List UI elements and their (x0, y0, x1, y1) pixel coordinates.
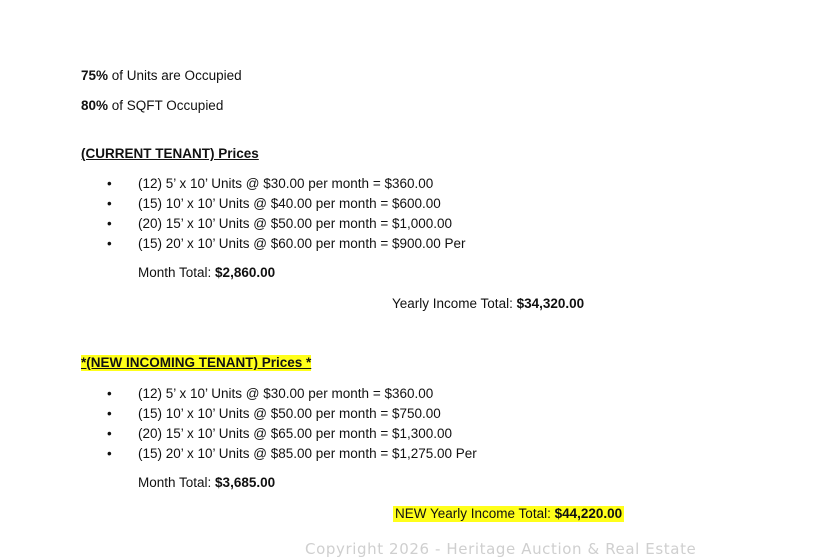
price-item-text: (20) 15’ x 10’ Units @ $50.00 per month = $1,000.00 (138, 216, 453, 231)
bullet-icon: • (107, 426, 112, 441)
units-occupied-percent: 75% (81, 68, 109, 83)
month-total-value: $3,685.00 (215, 475, 276, 490)
units-occupied-text: of Units are Occupied (108, 68, 242, 83)
month-total-value: $2,860.00 (215, 265, 276, 280)
price-item-text: (20) 15’ x 10’ Units @ $65.00 per month = $1,300.00 (138, 426, 453, 441)
current-tenant-heading: (CURRENT TENANT) Prices (81, 146, 259, 161)
sqft-occupied-line (81, 98, 223, 114)
bullet-icon: • (107, 196, 112, 211)
yearly-total-label: NEW Yearly Income Total: (395, 506, 555, 521)
price-item-text: (15) 10’ x 10’ Units @ $40.00 per month = $600.00 (138, 196, 441, 211)
current-yearly-total (392, 296, 584, 312)
yearly-total-value: $44,220.00 (554, 506, 623, 521)
month-total-label: Month Total: (138, 265, 216, 280)
month-total-label: Month Total: (138, 475, 216, 490)
sqft-occupied-percent: 80% (81, 98, 109, 113)
sqft-occupied-text: of SQFT Occupied (108, 98, 224, 113)
bullet-icon: • (107, 406, 112, 421)
bullet-icon: • (107, 446, 112, 461)
bullet-icon: • (107, 176, 112, 191)
yearly-total-label: Yearly Income Total: (392, 296, 517, 311)
price-item-text: (15) 20’ x 10’ Units @ $60.00 per month = $900.00 Per (138, 236, 466, 251)
price-item-text: (15) 20’ x 10’ Units @ $85.00 per month = $1,275.00 Per (138, 446, 477, 461)
bullet-icon: • (107, 236, 112, 251)
price-item-text: (15) 10’ x 10’ Units @ $50.00 per month = $750.00 (138, 406, 441, 421)
current-month-total (138, 265, 275, 281)
new-month-total (138, 475, 275, 491)
price-item-text: (12) 5’ x 10’ Units @ $30.00 per month = $360.00 (138, 386, 434, 401)
yearly-total-value: $34,320.00 (516, 296, 585, 311)
new-yearly-total (393, 506, 624, 522)
bullet-icon: • (107, 386, 112, 401)
copyright-watermark: Copyright 2026 - Heritage Auction & Real Estate (305, 540, 697, 558)
bullet-icon: • (107, 216, 112, 231)
price-item-text: (12) 5’ x 10’ Units @ $30.00 per month = $360.00 (138, 176, 434, 191)
new-tenant-heading: *(NEW INCOMING TENANT) Prices * (81, 355, 312, 370)
units-occupied-line (81, 68, 242, 84)
